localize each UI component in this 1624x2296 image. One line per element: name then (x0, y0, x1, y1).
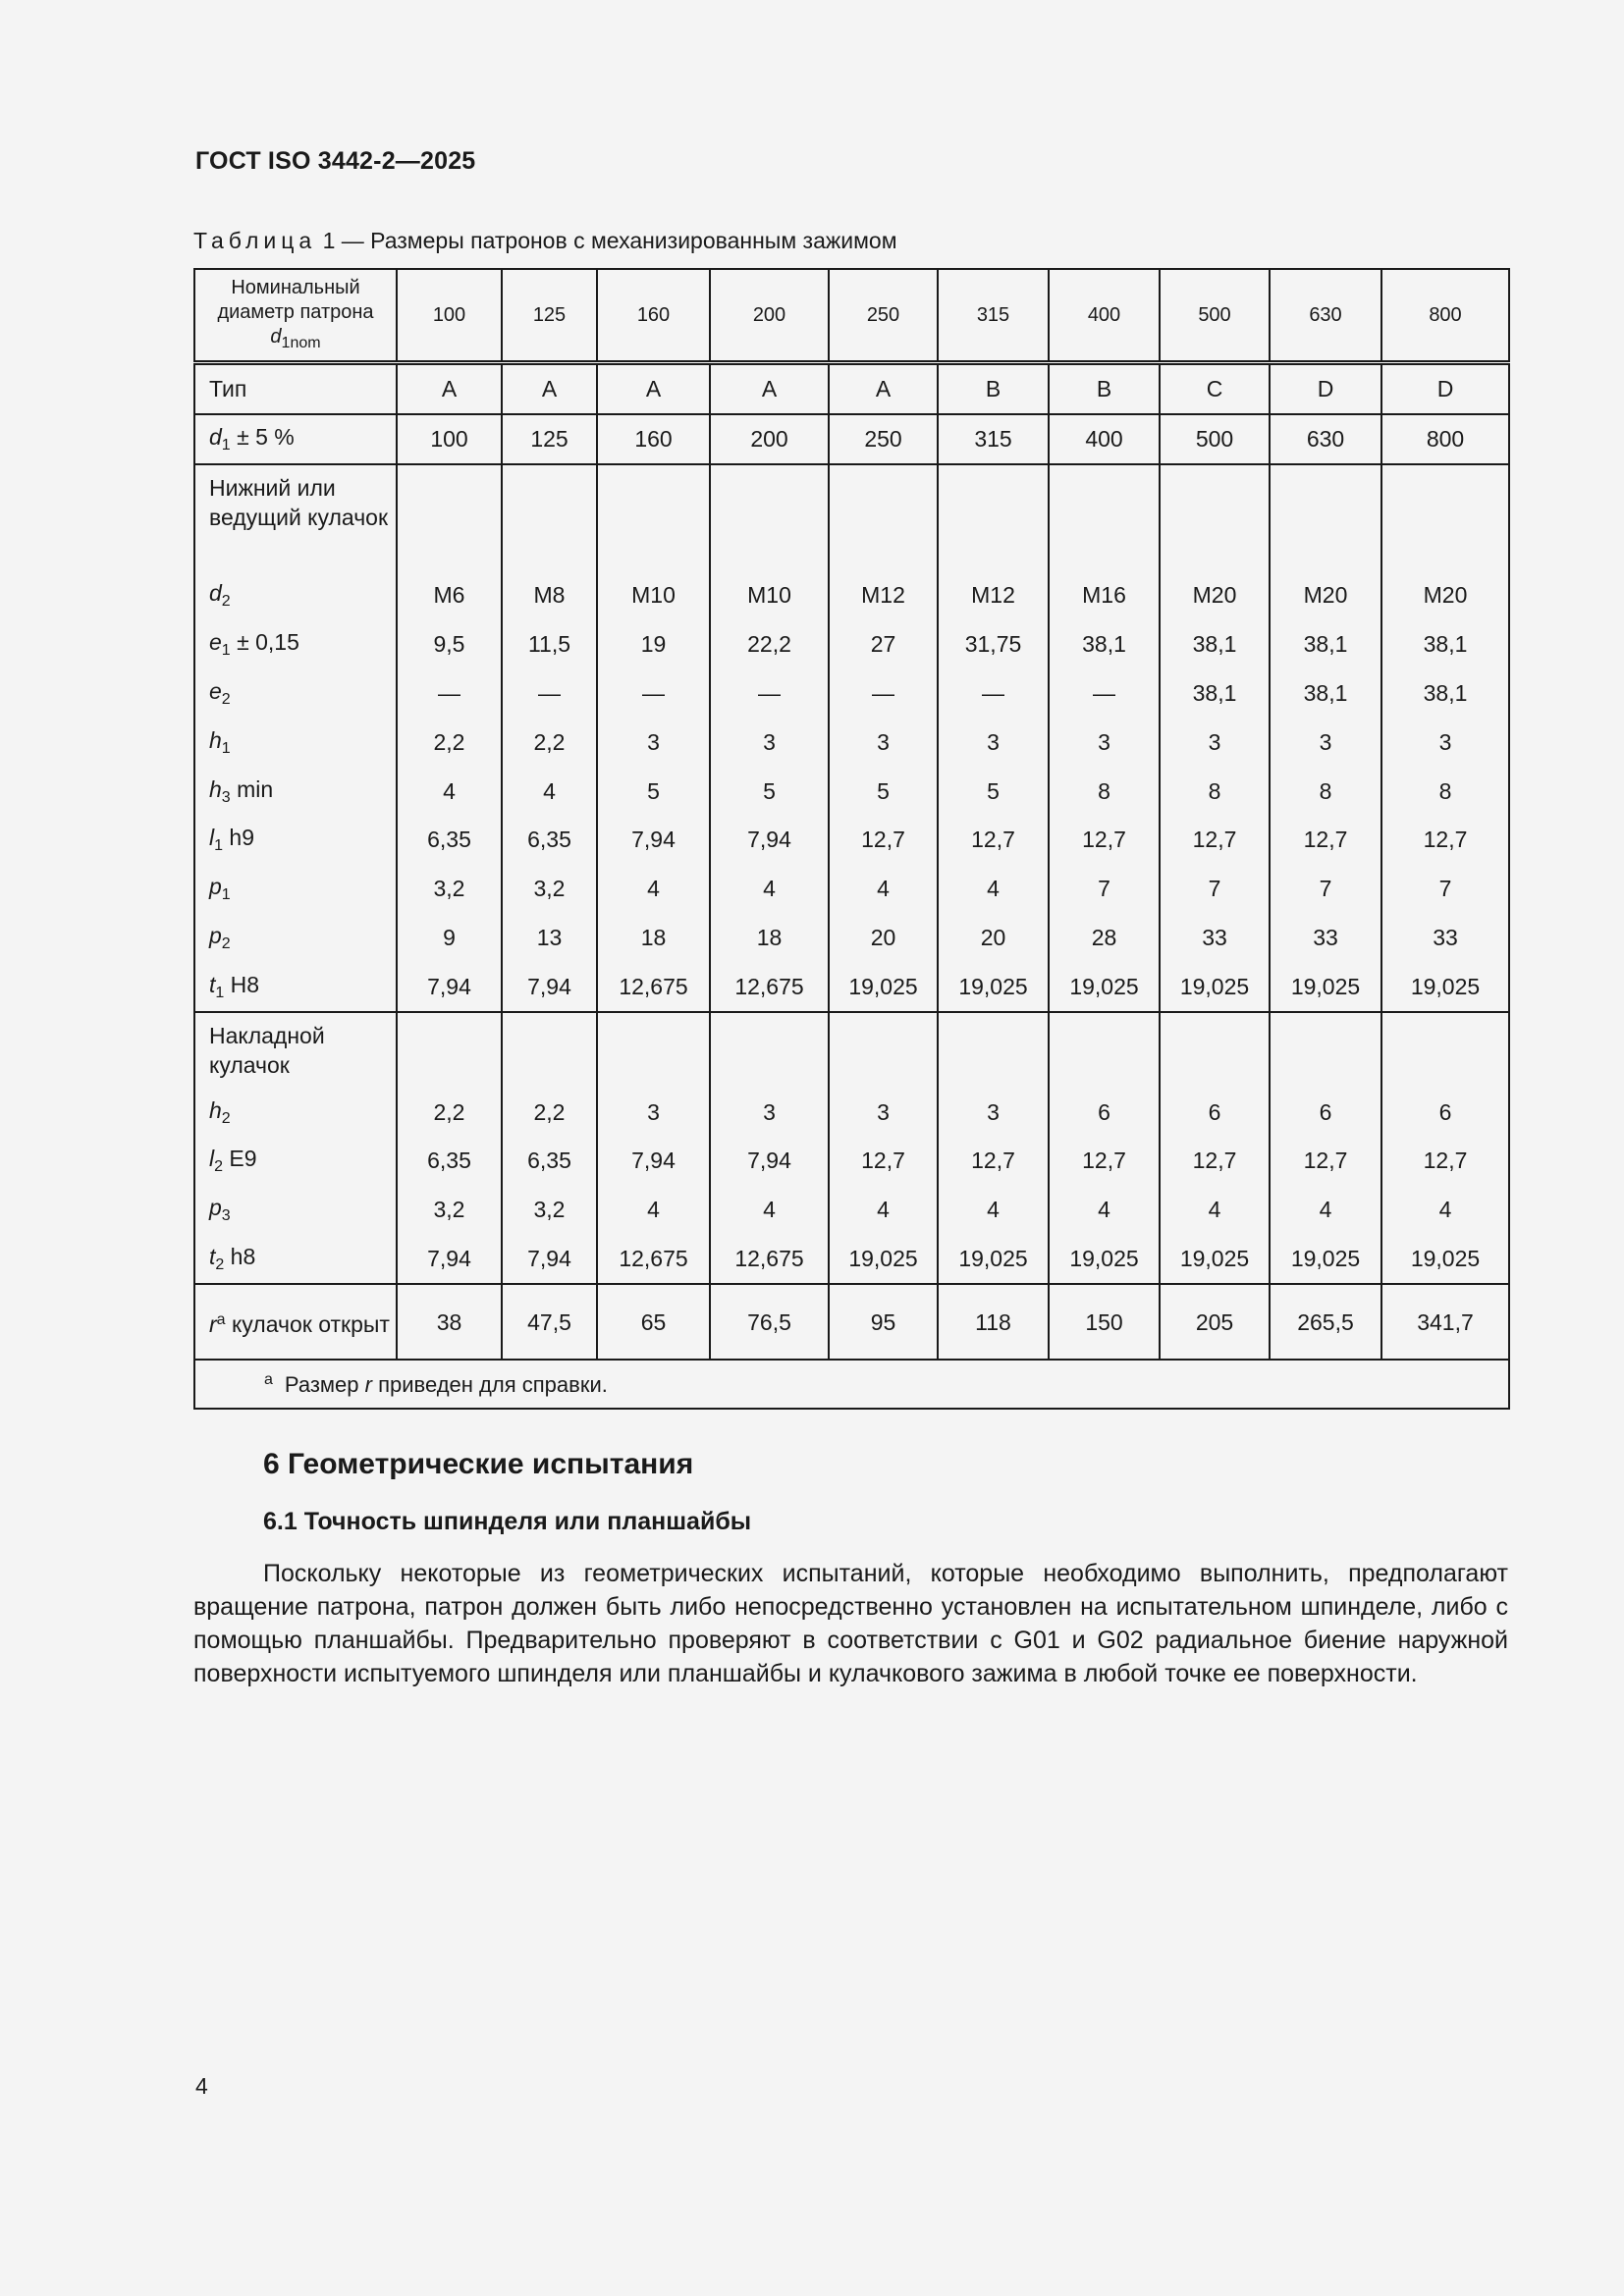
d1-cell: 160 (597, 414, 710, 464)
value-cell: 11,5 (502, 620, 597, 669)
value-cell: 9,5 (397, 620, 502, 669)
header-label-cell (194, 269, 397, 363)
value-cell: — (597, 669, 710, 719)
r-cell: 205 (1160, 1284, 1270, 1360)
value-cell: 19,025 (938, 1235, 1049, 1285)
d1-subscript: 1 (221, 437, 231, 454)
value-cell: M6 (397, 571, 502, 620)
param-suffix: h9 (223, 825, 255, 851)
row-label-cell (194, 414, 397, 464)
r-symbol: r (209, 1310, 217, 1337)
value-cell: M10 (597, 571, 710, 620)
r-cell: 76,5 (710, 1284, 829, 1360)
param-symbol: h (209, 775, 222, 802)
row-label-cell (194, 363, 397, 415)
value-cell: 20 (829, 914, 938, 963)
value-cell: 7,94 (397, 962, 502, 1012)
param-suffix: h8 (224, 1243, 256, 1269)
value-cell: 3 (938, 718, 1049, 767)
param-subscript: 3 (221, 1207, 231, 1225)
value-cell: 3 (1270, 718, 1381, 767)
param-symbol: e (209, 677, 222, 704)
value-cell: 3,2 (397, 1186, 502, 1235)
value-cell: 19,025 (1160, 1235, 1270, 1285)
d1-cell: 250 (829, 414, 938, 464)
value-cell: 4 (938, 1186, 1049, 1235)
d1-cell: 400 (1049, 414, 1160, 464)
value-cell: 19,025 (1049, 1235, 1160, 1285)
value-cell: 7,94 (597, 816, 710, 865)
empty-cell (1160, 464, 1270, 571)
value-cell: 6,35 (397, 1137, 502, 1186)
value-cell: 3,2 (502, 865, 597, 914)
value-cell: M8 (502, 571, 597, 620)
d1-tolerance: ± 5 % (230, 424, 295, 450)
header-diameter-cell: 160 (597, 269, 710, 363)
table-row (194, 914, 1509, 963)
value-cell: 38,1 (1160, 620, 1270, 669)
value-cell: 6,35 (397, 816, 502, 865)
value-cell: 33 (1270, 914, 1381, 963)
value-cell: 8 (1049, 767, 1160, 816)
value-cell: 12,675 (710, 962, 829, 1012)
header-diameter-cell: 125 (502, 269, 597, 363)
d1-cell: 125 (502, 414, 597, 464)
value-cell: 3 (597, 1088, 710, 1137)
value-cell: 19,025 (829, 1235, 938, 1285)
d1-symbol: d (209, 424, 222, 450)
param-symbol: p (209, 922, 222, 948)
table-row (194, 669, 1509, 719)
value-cell: 19,025 (1270, 1235, 1381, 1285)
value-cell: 19,025 (829, 962, 938, 1012)
empty-cell (1270, 1012, 1381, 1088)
param-symbol: l (209, 825, 215, 851)
table-body (194, 269, 1509, 1409)
value-cell: 2,2 (502, 1088, 597, 1137)
param-subscript: 3 (221, 788, 231, 806)
footnote-cell (194, 1360, 1509, 1409)
value-cell: 7,94 (710, 816, 829, 865)
value-cell: 7,94 (597, 1137, 710, 1186)
param-symbol: h (209, 726, 222, 753)
value-cell: 7,94 (397, 1235, 502, 1285)
r-cell: 265,5 (1270, 1284, 1381, 1360)
top-jaw-label: Накладной кулачок (209, 1023, 325, 1079)
row-label-cell (194, 1186, 397, 1235)
value-cell: M12 (829, 571, 938, 620)
header-diameter-cell: 100 (397, 269, 502, 363)
value-cell: 19 (597, 620, 710, 669)
type-cell: A (597, 363, 710, 415)
value-cell: 38,1 (1381, 620, 1509, 669)
value-cell: 19,025 (1270, 962, 1381, 1012)
value-cell: 6,35 (502, 1137, 597, 1186)
value-cell: 33 (1160, 914, 1270, 963)
empty-cell (397, 464, 502, 571)
value-cell: 4 (829, 1186, 938, 1235)
type-cell: B (938, 363, 1049, 415)
param-symbol: t (209, 971, 216, 997)
table-row (194, 1088, 1509, 1137)
value-cell: 31,75 (938, 620, 1049, 669)
type-cell: D (1270, 363, 1381, 415)
param-subscript: 1 (215, 984, 225, 1001)
value-cell: 6 (1160, 1088, 1270, 1137)
param-suffix: ± 0,15 (230, 629, 299, 656)
value-cell: — (502, 669, 597, 719)
row-label-cell (194, 718, 397, 767)
param-symbol: h (209, 1096, 222, 1123)
r-cell: 65 (597, 1284, 710, 1360)
empty-cell (1381, 464, 1509, 571)
r-cell: 341,7 (1381, 1284, 1509, 1360)
table-row (194, 620, 1509, 669)
value-cell: M20 (1381, 571, 1509, 620)
lower-jaw-label: Нижний или ведущий кулачок (209, 475, 389, 530)
param-suffix: H8 (224, 971, 260, 997)
footnote-row (194, 1360, 1509, 1409)
value-cell: 3,2 (502, 1186, 597, 1235)
r-cell: 118 (938, 1284, 1049, 1360)
empty-cell (1381, 1012, 1509, 1088)
value-cell: 12,675 (597, 962, 710, 1012)
value-cell: 3 (710, 718, 829, 767)
d1-cell: 100 (397, 414, 502, 464)
value-cell: 7 (1049, 865, 1160, 914)
type-cell: A (397, 363, 502, 415)
table-row (194, 1137, 1509, 1186)
footnote-symbol: r (364, 1371, 372, 1397)
section-heading-row (194, 464, 1509, 571)
value-cell: 8 (1381, 767, 1509, 816)
value-cell: 3 (597, 718, 710, 767)
value-cell: 4 (710, 865, 829, 914)
header-diameter-cell: 630 (1270, 269, 1381, 363)
param-symbol: t (209, 1243, 216, 1269)
d1-cell: 630 (1270, 414, 1381, 464)
value-cell: 20 (938, 914, 1049, 963)
value-cell: 5 (938, 767, 1049, 816)
row-label-cell (194, 962, 397, 1012)
header-label-text: Номинальный диаметр патрона (217, 276, 374, 323)
param-symbol: e (209, 629, 222, 656)
table-row (194, 865, 1509, 914)
type-cell: A (502, 363, 597, 415)
footnote-text: Размер (284, 1371, 365, 1397)
type-label: Тип (209, 376, 247, 401)
type-cell: A (829, 363, 938, 415)
header-diameter-cell: 500 (1160, 269, 1270, 363)
r-cell: 47,5 (502, 1284, 597, 1360)
value-cell: 3 (1160, 718, 1270, 767)
param-symbol: p (209, 874, 222, 900)
value-cell: 12,7 (1049, 816, 1160, 865)
table-row (194, 571, 1509, 620)
table-caption-label: Таблица (193, 228, 317, 253)
param-subscript: 2 (214, 1158, 224, 1176)
value-cell: 19,025 (1049, 962, 1160, 1012)
section-heading-row (194, 1012, 1509, 1088)
param-suffix: E9 (223, 1146, 257, 1172)
header-label-symbol: d (270, 325, 282, 347)
row-label-cell (194, 1284, 397, 1360)
empty-cell (710, 464, 829, 571)
row-label-cell (194, 1137, 397, 1186)
value-cell: — (1049, 669, 1160, 719)
value-cell: — (829, 669, 938, 719)
section-title: 6 Геометрические испытания (263, 1448, 694, 1480)
table-header-row (194, 269, 1509, 363)
table-row (194, 414, 1509, 464)
value-cell: M16 (1049, 571, 1160, 620)
r-label: кулачок открыт (225, 1310, 390, 1337)
r-cell: 150 (1049, 1284, 1160, 1360)
value-cell: 3 (710, 1088, 829, 1137)
value-cell: 2,2 (502, 718, 597, 767)
value-cell: 3 (829, 718, 938, 767)
row-label-cell (194, 914, 397, 963)
empty-cell (938, 1012, 1049, 1088)
param-subscript: 2 (221, 1109, 231, 1127)
row-label-cell (194, 865, 397, 914)
value-cell: 38,1 (1049, 620, 1160, 669)
table-caption-text: 1 — Размеры патронов с механизированным зажимом (316, 228, 897, 253)
header-diameter-cell: 200 (710, 269, 829, 363)
body-paragraph: Поскольку некоторые из геометрических испытаний, которые необходимо выполнить, предполагают вращение патрона, патрон должен быть либо непосредственно установлен на испытательном шпинделе, либо с помощью планшайбы. Предварительно проверяют в соответствии с G01 и G02 радиальное биение наружной поверхности испытуемого шпинделя или планшайбы и кулачкового зажима в любой точке ее поверхности. (193, 1560, 1508, 1687)
value-cell: 7 (1381, 865, 1509, 914)
section-label-cell (194, 1012, 397, 1088)
param-symbol: l (209, 1146, 215, 1172)
value-cell: 12,7 (829, 816, 938, 865)
table-row (194, 1186, 1509, 1235)
empty-cell (597, 1012, 710, 1088)
value-cell: 3 (1049, 718, 1160, 767)
section-label-cell (194, 464, 397, 571)
row-label-cell (194, 669, 397, 719)
value-cell: 8 (1160, 767, 1270, 816)
type-cell: D (1381, 363, 1509, 415)
header-diameter-cell: 800 (1381, 269, 1509, 363)
value-cell: 6 (1049, 1088, 1160, 1137)
header-label-subscript: 1nom (281, 334, 321, 351)
value-cell: 12,7 (1049, 1137, 1160, 1186)
type-cell: A (710, 363, 829, 415)
empty-cell (938, 464, 1049, 571)
value-cell: 6,35 (502, 816, 597, 865)
value-cell: M20 (1160, 571, 1270, 620)
d1-cell: 315 (938, 414, 1049, 464)
empty-cell (829, 1012, 938, 1088)
value-cell: 4 (397, 767, 502, 816)
value-cell: 7 (1270, 865, 1381, 914)
row-label-cell (194, 767, 397, 816)
value-cell: 13 (502, 914, 597, 963)
value-cell: 4 (597, 1186, 710, 1235)
empty-cell (1160, 1012, 1270, 1088)
value-cell: 5 (829, 767, 938, 816)
value-cell: 38,1 (1160, 669, 1270, 719)
header-diameter-cell: 400 (1049, 269, 1160, 363)
table-row (194, 718, 1509, 767)
value-cell: 12,675 (710, 1235, 829, 1285)
value-cell: 22,2 (710, 620, 829, 669)
row-label-cell (194, 816, 397, 865)
empty-cell (1049, 464, 1160, 571)
empty-cell (502, 464, 597, 571)
empty-cell (710, 1012, 829, 1088)
value-cell: M10 (710, 571, 829, 620)
value-cell: 4 (1381, 1186, 1509, 1235)
value-cell: M20 (1270, 571, 1381, 620)
value-cell: 38,1 (1381, 669, 1509, 719)
value-cell: 4 (597, 865, 710, 914)
value-cell: 6 (1270, 1088, 1381, 1137)
value-cell: 7,94 (502, 962, 597, 1012)
value-cell: 12,7 (938, 1137, 1049, 1186)
table-row (194, 1235, 1509, 1285)
header-diameter-cell: 315 (938, 269, 1049, 363)
table-row (194, 363, 1509, 415)
value-cell: 12,7 (1270, 1137, 1381, 1186)
value-cell: 9 (397, 914, 502, 963)
value-cell: 5 (710, 767, 829, 816)
value-cell: 4 (1270, 1186, 1381, 1235)
param-symbol: d (209, 580, 222, 607)
d1-cell: 200 (710, 414, 829, 464)
type-cell: B (1049, 363, 1160, 415)
value-cell: 18 (597, 914, 710, 963)
empty-cell (597, 464, 710, 571)
footnote-text: приведен для справки. (371, 1371, 608, 1397)
param-subscript: 1 (221, 886, 231, 904)
page-number: 4 (195, 2073, 208, 2099)
param-subscript: 1 (221, 642, 231, 660)
param-subscript: 2 (221, 593, 231, 611)
row-label-cell (194, 571, 397, 620)
value-cell: 6 (1381, 1088, 1509, 1137)
table-row (194, 767, 1509, 816)
value-cell: 4 (938, 865, 1049, 914)
value-cell: 2,2 (397, 718, 502, 767)
value-cell: 38,1 (1270, 669, 1381, 719)
d1-cell: 500 (1160, 414, 1270, 464)
value-cell: 19,025 (1381, 962, 1509, 1012)
header-diameter-cell: 250 (829, 269, 938, 363)
empty-cell (1270, 464, 1381, 571)
value-cell: 38,1 (1270, 620, 1381, 669)
value-cell: 33 (1381, 914, 1509, 963)
value-cell: 8 (1270, 767, 1381, 816)
value-cell: 12,7 (829, 1137, 938, 1186)
value-cell: 4 (502, 767, 597, 816)
r-cell: 95 (829, 1284, 938, 1360)
table-row (194, 1284, 1509, 1360)
table-row (194, 962, 1509, 1012)
value-cell: — (710, 669, 829, 719)
value-cell: 18 (710, 914, 829, 963)
param-symbol: p (209, 1195, 222, 1221)
value-cell: 4 (710, 1186, 829, 1235)
table-row (194, 816, 1509, 865)
value-cell: 12,7 (1160, 1137, 1270, 1186)
value-cell: 28 (1049, 914, 1160, 963)
value-cell: M12 (938, 571, 1049, 620)
value-cell: 3 (829, 1088, 938, 1137)
value-cell: 12,7 (1270, 816, 1381, 865)
value-cell: 7 (1160, 865, 1270, 914)
value-cell: 12,675 (597, 1235, 710, 1285)
type-cell: C (1160, 363, 1270, 415)
value-cell: 19,025 (1160, 962, 1270, 1012)
value-cell: — (397, 669, 502, 719)
value-cell: 12,7 (1381, 816, 1509, 865)
empty-cell (502, 1012, 597, 1088)
footnote-mark: a (264, 1370, 273, 1388)
param-subscript: 2 (215, 1255, 225, 1273)
value-cell: 7,94 (502, 1235, 597, 1285)
value-cell: 12,7 (1160, 816, 1270, 865)
table-caption (193, 228, 897, 254)
value-cell: 3 (1381, 718, 1509, 767)
value-cell: 3 (938, 1088, 1049, 1137)
value-cell: — (938, 669, 1049, 719)
param-subscript: 1 (214, 837, 224, 855)
row-label-cell (194, 620, 397, 669)
value-cell: 4 (1160, 1186, 1270, 1235)
subsection-title: 6.1 Точность шпинделя или планшайбы (263, 1508, 752, 1535)
empty-cell (1049, 1012, 1160, 1088)
param-subscript: 2 (221, 690, 231, 708)
r-superscript: a (216, 1310, 226, 1328)
value-cell: 27 (829, 620, 938, 669)
value-cell: 19,025 (938, 962, 1049, 1012)
d1-cell: 800 (1381, 414, 1509, 464)
value-cell: 2,2 (397, 1088, 502, 1137)
value-cell: 3,2 (397, 865, 502, 914)
chuck-dimensions-table (193, 268, 1510, 1410)
param-subscript: 2 (221, 934, 231, 952)
value-cell: 19,025 (1381, 1235, 1509, 1285)
param-suffix: min (230, 775, 274, 802)
value-cell: 12,7 (938, 816, 1049, 865)
document-code: ГОСТ ISO 3442-2—2025 (195, 147, 476, 175)
empty-cell (829, 464, 938, 571)
empty-cell (397, 1012, 502, 1088)
row-label-cell (194, 1088, 397, 1137)
param-subscript: 1 (221, 739, 231, 757)
value-cell: 5 (597, 767, 710, 816)
row-label-cell (194, 1235, 397, 1285)
value-cell: 7,94 (710, 1137, 829, 1186)
r-cell: 38 (397, 1284, 502, 1360)
value-cell: 4 (829, 865, 938, 914)
value-cell: 4 (1049, 1186, 1160, 1235)
value-cell: 12,7 (1381, 1137, 1509, 1186)
